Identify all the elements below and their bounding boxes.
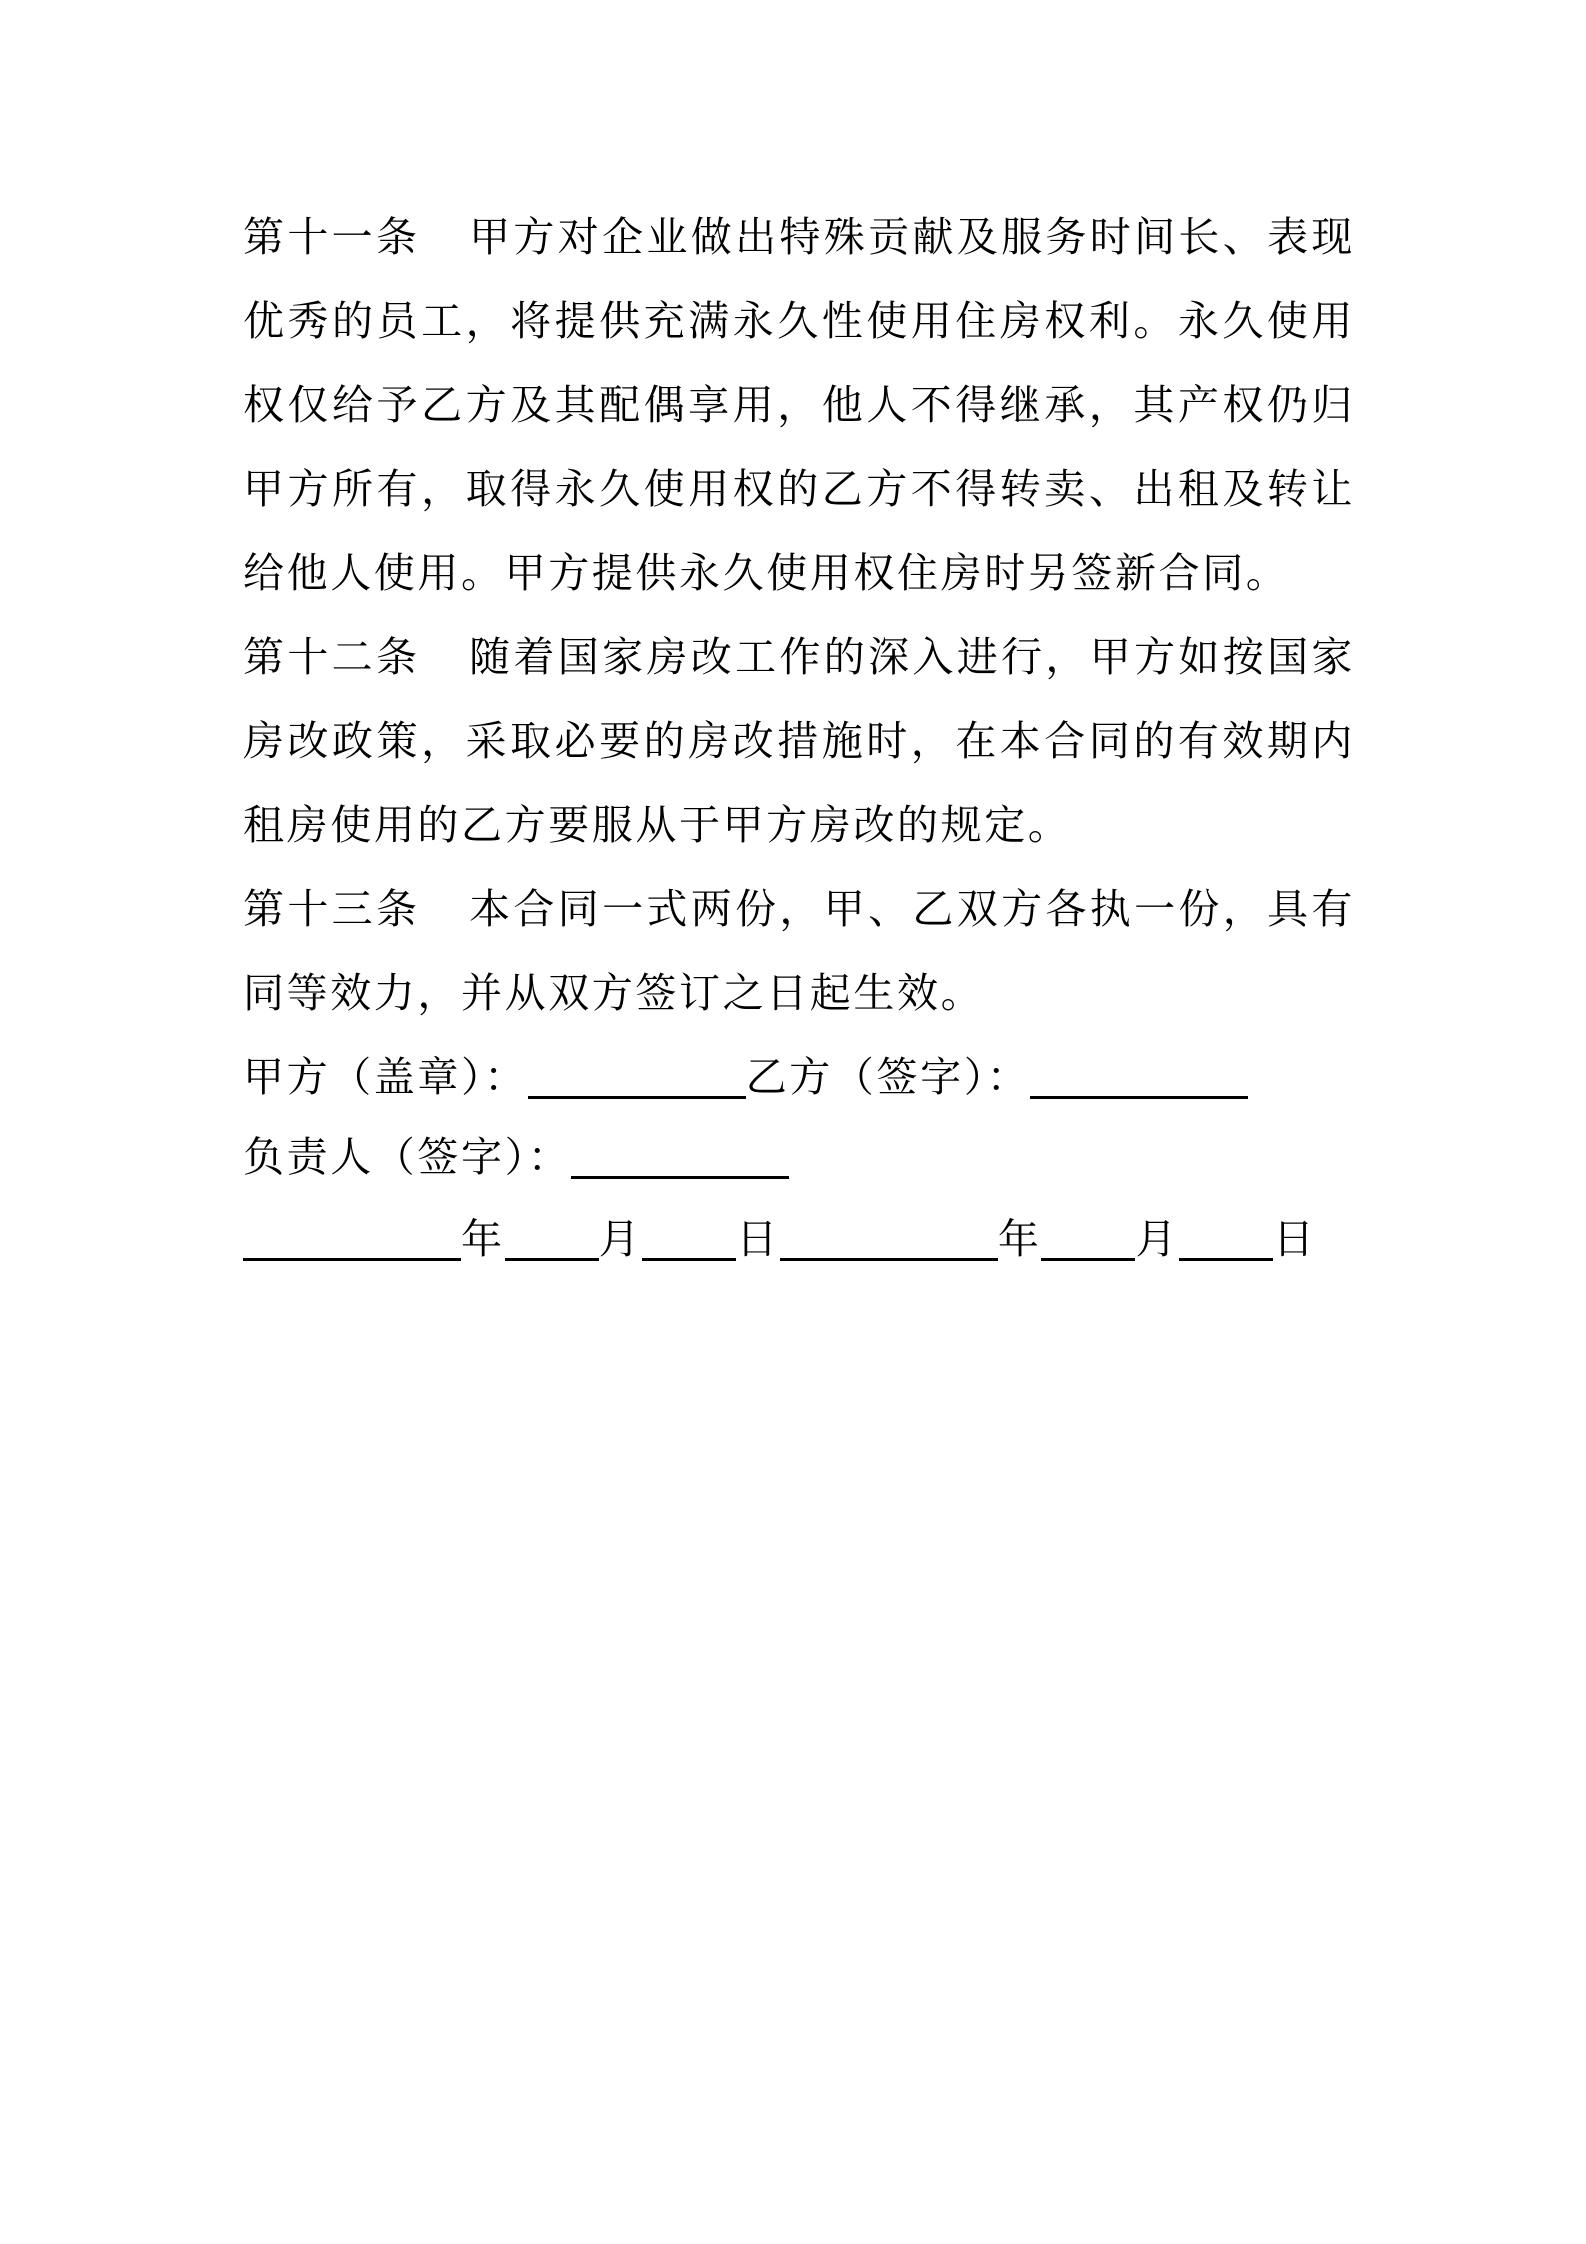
- day-label: 日: [736, 1215, 780, 1263]
- party-a-day-blank[interactable]: [642, 1206, 736, 1261]
- signature-block: [243, 1037, 1355, 1279]
- party-b-label: 乙方（签字）：: [745, 1053, 1031, 1101]
- responsible-label: 负责人（签字）：: [243, 1133, 572, 1181]
- party-b-signature-blank[interactable]: [1030, 1044, 1248, 1099]
- responsible-signature-row: [243, 1117, 1355, 1197]
- party-a-month-blank[interactable]: [505, 1206, 599, 1261]
- party-signature-row: [243, 1037, 1355, 1117]
- date-row: [243, 1199, 1355, 1279]
- year-label: 年: [461, 1215, 505, 1263]
- party-a-label: 甲方（盖章）：: [243, 1053, 528, 1101]
- party-a-year-blank[interactable]: [243, 1206, 461, 1261]
- day-label: 日: [1273, 1215, 1317, 1263]
- article-number: 第十一条: [243, 213, 421, 261]
- responsible-signature-blank[interactable]: [571, 1124, 789, 1179]
- contract-body: [243, 195, 1355, 1279]
- party-a-signature-blank[interactable]: [528, 1044, 746, 1099]
- party-b-day-blank[interactable]: [1179, 1206, 1273, 1261]
- article-12: [243, 615, 1355, 867]
- year-label: 年: [997, 1215, 1042, 1263]
- party-b-month-blank[interactable]: [1041, 1206, 1135, 1261]
- month-label: 月: [1135, 1215, 1180, 1263]
- party-b-year-blank[interactable]: [780, 1206, 998, 1261]
- article-text: 本合同一式两份，甲、乙双方各执一份，具有同等效力，并从双方签订之日起生效。: [243, 885, 1356, 1017]
- article-number: 第十三条: [243, 885, 421, 933]
- article-text: 随着国家房改工作的深入进行，甲方如按国家房改政策，采取必要的房改措施时，在本合同的有效期内租房使用的乙方要服从于甲方房改的规定。: [243, 633, 1356, 849]
- article-13: [243, 867, 1355, 1035]
- article-number: 第十二条: [243, 633, 421, 681]
- month-label: 月: [598, 1215, 643, 1263]
- article-11: [243, 195, 1355, 615]
- article-text: 甲方对企业做出特殊贡献及服务时间长、表现优秀的员工，将提供充满永久性使用住房权利。永久使用权仅给予乙方及其配偶享用，他人不得继承，其产权仍归甲方所有，取得永久使用权的乙方不得转卖、出租及转让给他人使用。甲方提供永久使用权住房时另签新合同。: [243, 213, 1356, 597]
